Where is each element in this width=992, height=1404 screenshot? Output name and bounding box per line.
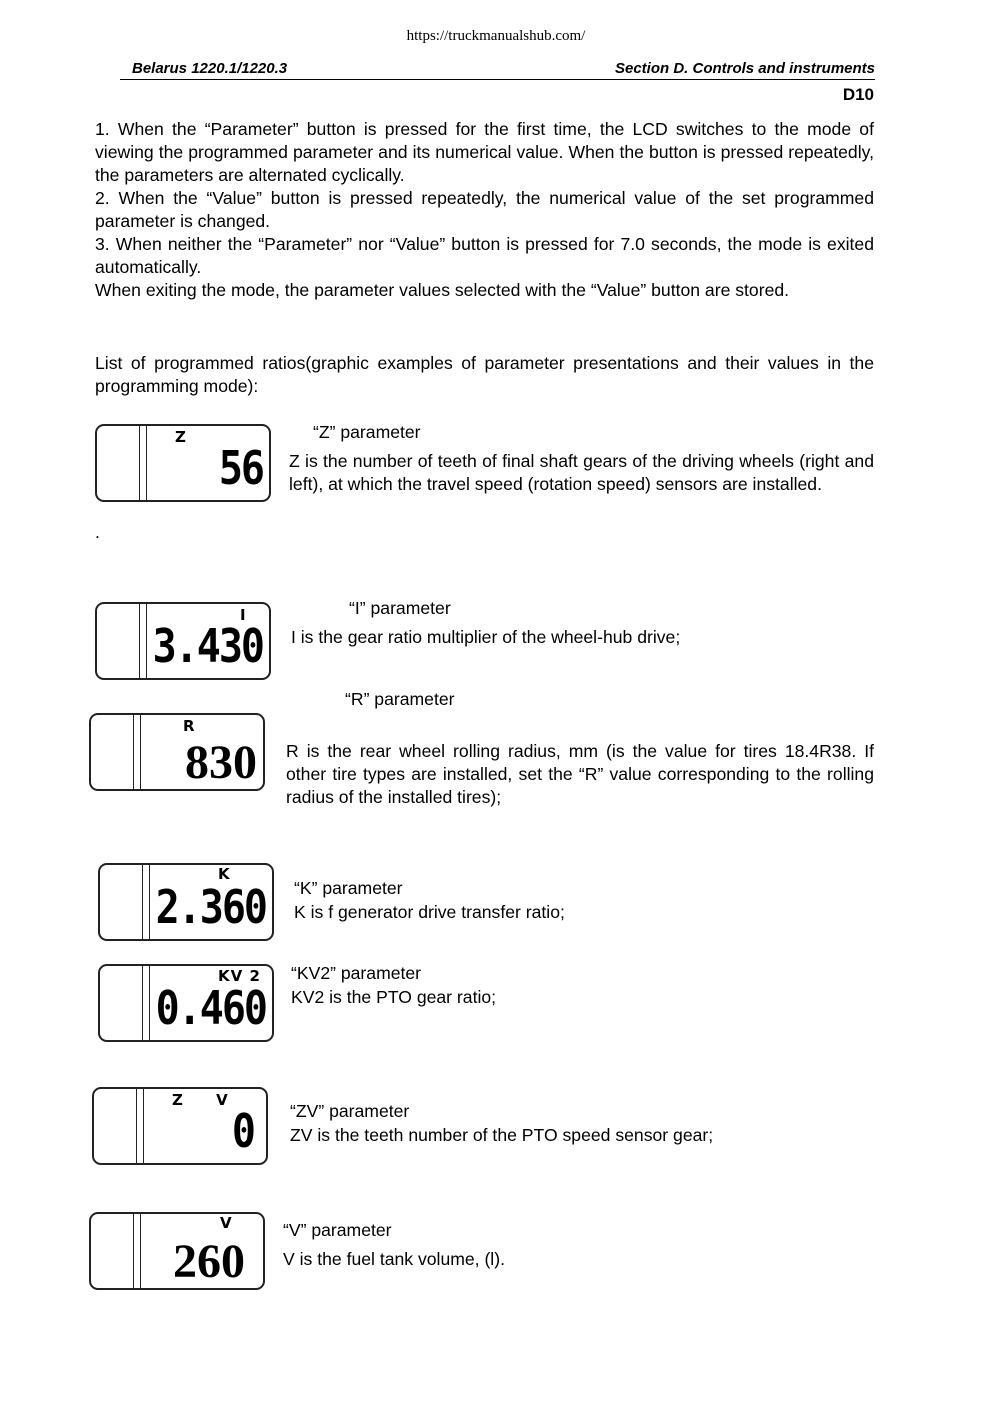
lcd-value: 3.430 bbox=[152, 620, 263, 674]
stray-dot: . bbox=[95, 522, 100, 542]
lcd-label: K bbox=[218, 865, 231, 883]
lcd-label: V bbox=[220, 1214, 233, 1232]
lcd-label: Z V bbox=[172, 1091, 229, 1109]
param-desc-zv: ZV is the teeth number of the PTO speed sensor gear; bbox=[290, 1125, 714, 1145]
param-title-kv2: “KV2” parameter bbox=[291, 963, 422, 983]
param-title-r: “R” parameter bbox=[345, 689, 455, 709]
intro-paragraph-1: 1. When the “Parameter” button is pressed for the first time, the LCD switches to the mode of viewing the programmed parameter and its numerical value. When the button is pressed repeatedly, the parameters are alternated cyclically. bbox=[95, 119, 874, 185]
lcd-label: R bbox=[183, 717, 196, 735]
intro-text bbox=[95, 118, 874, 302]
page-number: D10 bbox=[842, 85, 874, 104]
param-desc-z: Z is the number of teeth of final shaft gears of the driving wheels (right and left), at which the travel speed (rotation speed) sensors are installed. bbox=[289, 451, 874, 494]
source-url[interactable]: https://truckmanualshub.com/ bbox=[406, 28, 586, 44]
param-title-zv: “ZV” parameter bbox=[290, 1101, 410, 1121]
param-title-v: “V” parameter bbox=[283, 1220, 392, 1240]
param-title-k: “K” parameter bbox=[294, 878, 403, 898]
lcd-value: 260 bbox=[173, 1235, 245, 1288]
param-title-i: “I” parameter bbox=[349, 598, 451, 618]
lcd-label: Z bbox=[175, 428, 187, 446]
lcd-value: 2.360 bbox=[155, 881, 266, 935]
param-title-z: “Z” parameter bbox=[313, 422, 421, 442]
lcd-display-kv2 bbox=[98, 964, 274, 1042]
param-desc-kv2: KV2 is the PTO gear ratio; bbox=[291, 987, 497, 1007]
header-section: Section D. Controls and instruments bbox=[614, 60, 875, 77]
lcd-divider bbox=[142, 966, 150, 1040]
header-model: Belarus 1220.1/1220.3 bbox=[132, 60, 288, 77]
lcd-value: 0 bbox=[231, 1105, 254, 1159]
intro-paragraph-4: When exiting the mode, the parameter values selected with the “Value” button are stored. bbox=[95, 280, 790, 300]
lcd-divider bbox=[139, 604, 147, 678]
lcd-divider bbox=[136, 1089, 144, 1163]
lcd-divider bbox=[133, 715, 141, 789]
lcd-display-i bbox=[95, 602, 271, 680]
param-desc-r: R is the rear wheel rolling radius, mm (is the value for tires 18.4R38. If other tire types are installed, set the “R” value corresponding to the rolling radius of the installed tires); bbox=[286, 741, 874, 807]
lcd-display-z bbox=[95, 424, 271, 502]
intro-paragraph-2: 2. When the “Value” button is pressed repeatedly, the numerical value of the set programmed parameter is changed. bbox=[95, 188, 874, 231]
lcd-display-k bbox=[98, 863, 274, 941]
lcd-divider bbox=[142, 865, 150, 939]
lcd-value: 0.460 bbox=[155, 982, 266, 1036]
lcd-display-zv bbox=[92, 1087, 268, 1165]
intro-paragraph-3: 3. When neither the “Parameter” nor “Value” button is pressed for 7.0 seconds, the mode is exited automatically. bbox=[95, 234, 874, 277]
param-desc-i: I is the gear ratio multiplier of the wheel-hub drive; bbox=[291, 627, 681, 647]
lcd-display-v bbox=[89, 1212, 265, 1290]
param-desc-v: V is the fuel tank volume, (l). bbox=[283, 1249, 505, 1269]
lcd-label: KV 2 bbox=[218, 967, 261, 985]
lcd-divider bbox=[139, 426, 147, 500]
lcd-divider bbox=[133, 1214, 141, 1288]
lcd-value: 830 bbox=[185, 736, 257, 789]
param-desc-k: K is f generator drive transfer ratio; bbox=[294, 902, 565, 922]
lcd-label: I bbox=[240, 606, 247, 624]
list-intro: List of programmed ratios(graphic examples of parameter presentations and their values in the programming mode): bbox=[95, 353, 874, 396]
lcd-display-r bbox=[89, 713, 265, 791]
lcd-value: 56 bbox=[218, 442, 263, 496]
running-header bbox=[120, 60, 875, 80]
